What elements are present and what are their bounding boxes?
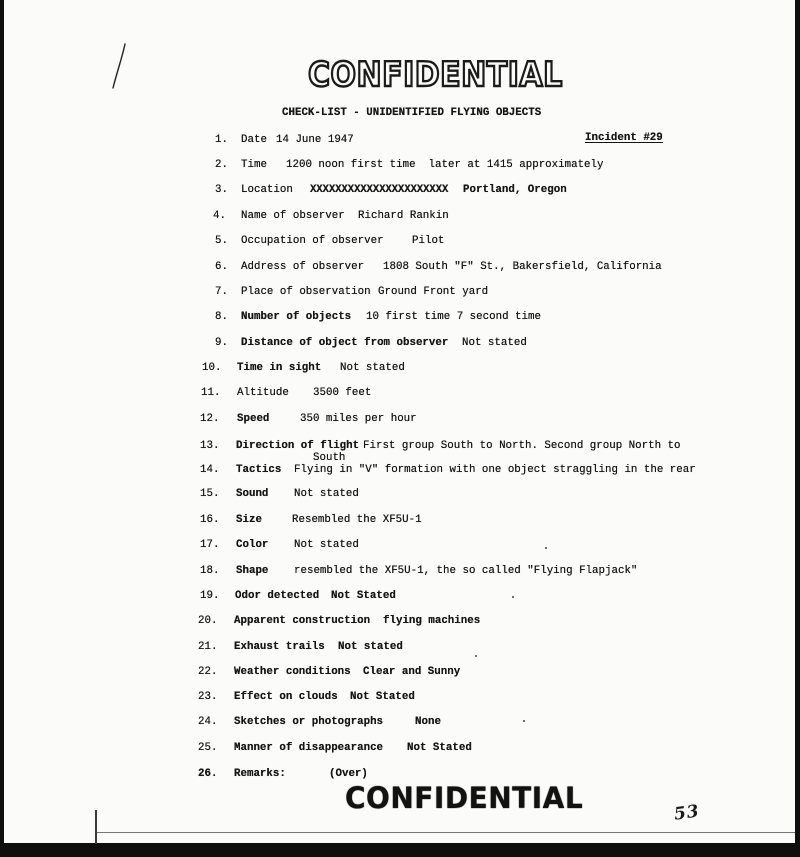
- checklist-item: [0, 311, 800, 324]
- page-edge-horizontal-line: [97, 832, 795, 833]
- item-number: 25.: [198, 742, 218, 754]
- item-value: Not Stated: [407, 742, 472, 754]
- checklist-item: [0, 565, 800, 578]
- item-number: 11.: [201, 387, 221, 399]
- checklist-item: [0, 590, 800, 603]
- item-label: Time: [241, 159, 267, 171]
- checklist-item: [0, 387, 800, 400]
- item-value: (Over): [329, 768, 368, 780]
- document-title: CHECK-LIST - UNIDENTIFIED FLYING OBJECTS: [282, 107, 542, 119]
- checklist-item: [0, 488, 800, 501]
- scan-speck: [475, 655, 477, 657]
- checklist-item: [0, 539, 800, 552]
- item-number: 12.: [200, 413, 220, 425]
- item-label: Name of observer: [241, 210, 345, 222]
- checklist-item: [0, 413, 800, 426]
- item-number: 16.: [200, 514, 220, 526]
- checklist-item-continuation: [0, 452, 800, 463]
- item-number: 17.: [200, 539, 220, 551]
- confidential-stamp-bottom: CONFIDENTIAL: [345, 780, 584, 816]
- item-value: Not stated: [294, 488, 359, 500]
- checklist-item: [0, 666, 800, 679]
- item-label: Exhaust trails: [234, 641, 325, 653]
- item-label: Remarks:: [234, 768, 286, 780]
- checklist-item: [0, 615, 800, 628]
- item-label: Distance of object from observer: [241, 337, 449, 349]
- item-value: 10 first time 7 second time: [366, 311, 541, 323]
- item-label: Effect on clouds: [234, 691, 338, 703]
- item-label: Shape: [236, 565, 269, 577]
- item-value: Resembled the XF5U-1: [292, 514, 422, 526]
- checklist-item: [0, 184, 800, 197]
- item-number: 9.: [215, 337, 228, 349]
- checklist-item: [0, 286, 800, 299]
- item-number: 18.: [200, 565, 220, 577]
- checklist-item: [0, 716, 800, 729]
- item-value: Not stated: [294, 539, 359, 551]
- item-value: resembled the XF5U-1, the so called "Flying Flapjack": [294, 565, 638, 577]
- item-value: 1200 noon first time later at 1415 approximately: [286, 159, 604, 171]
- item-value: Clear and Sunny: [363, 666, 461, 678]
- checklist-item: [0, 464, 800, 477]
- item-number: 23.: [198, 691, 218, 703]
- page-edge-vertical-line: [95, 810, 97, 844]
- item-label: Speed: [237, 413, 270, 425]
- item-value: Richard Rankin: [358, 210, 449, 222]
- item-number: 5.: [215, 235, 228, 247]
- handwritten-page-number: 53: [672, 801, 701, 825]
- item-number: 8.: [215, 311, 228, 323]
- checklist-item: [0, 210, 800, 223]
- item-label: Sketches or photographs: [234, 716, 384, 728]
- item-label: Location: [241, 184, 293, 196]
- item-label: Date: [241, 134, 267, 146]
- item-value: Not stated: [338, 641, 403, 653]
- checklist-item: [0, 691, 800, 704]
- incident-number: Incident #29: [585, 132, 663, 144]
- item-label: Number of objects: [241, 311, 352, 323]
- item-value: None: [415, 716, 441, 728]
- checklist-item: [0, 261, 800, 274]
- checklist-item: [0, 742, 800, 755]
- item-number: 14.: [200, 464, 220, 476]
- checklist-item: [0, 514, 800, 527]
- checklist-item: [0, 768, 800, 781]
- checklist-item: [0, 134, 800, 147]
- item-value: 1808 South "F" St., Bakersfield, California: [383, 261, 662, 273]
- item-value: 350 miles per hour: [300, 413, 417, 425]
- item-label: Odor detected: [235, 590, 320, 602]
- item-value: 3500 feet: [313, 387, 372, 399]
- confidential-stamp-top: CONFIDENTIAL: [308, 55, 563, 95]
- item-number: 2.: [215, 159, 228, 171]
- item-number: 26.: [198, 768, 218, 780]
- item-number: 13.: [200, 440, 220, 452]
- item-label: Sound: [236, 488, 269, 500]
- item-number: 19.: [200, 590, 220, 602]
- item-label: Address of observer: [241, 261, 365, 273]
- item-number: 7.: [215, 286, 228, 298]
- checklist-item: [0, 641, 800, 654]
- item-value: Not Stated: [350, 691, 415, 703]
- item-label: Direction of flight: [236, 440, 360, 452]
- scan-border-bottom: [0, 843, 800, 857]
- item-label: Place of observation: [241, 286, 371, 298]
- item-number: 24.: [198, 716, 218, 728]
- item-number: 21.: [198, 641, 218, 653]
- handwritten-slash-mark: [105, 40, 135, 92]
- item-value: Not stated: [340, 362, 405, 374]
- item-value-continuation: South: [313, 452, 346, 464]
- redacted-text: XXXXXXXXXXXXXXXXXXXXXX: [310, 184, 449, 196]
- item-value: Pilot: [412, 235, 445, 247]
- item-label: Weather conditions: [234, 666, 351, 678]
- checklist-item: [0, 362, 800, 375]
- item-label: Altitude: [237, 387, 289, 399]
- item-number: 4.: [213, 210, 226, 222]
- item-number: 20.: [198, 615, 218, 627]
- item-label: Size: [236, 514, 262, 526]
- item-value: First group South to North. Second group North to: [363, 440, 681, 452]
- item-number: 1.: [215, 134, 228, 146]
- checklist-item: [0, 337, 800, 350]
- item-label: Tactics: [236, 464, 282, 476]
- item-label: Color: [236, 539, 269, 551]
- item-value: Not stated: [462, 337, 527, 349]
- item-value: flying machines: [383, 615, 481, 627]
- checklist-item: [0, 159, 800, 172]
- item-value: Flying in "V" formation with one object straggling in the rear: [294, 464, 696, 476]
- item-label: Occupation of observer: [241, 235, 384, 247]
- item-number: 15.: [200, 488, 220, 500]
- item-number: 22.: [198, 666, 218, 678]
- item-label: Time in sight: [237, 362, 322, 374]
- item-number: 6.: [215, 261, 228, 273]
- item-value: Ground Front yard: [378, 286, 489, 298]
- checklist-item: [0, 235, 800, 248]
- item-label: Manner of disappearance: [234, 742, 384, 754]
- item-value: Portland, Oregon: [463, 184, 567, 196]
- item-value: Not Stated: [331, 590, 396, 602]
- item-number: 10.: [202, 362, 222, 374]
- item-label: Apparent construction: [234, 615, 371, 627]
- item-number: 3.: [215, 184, 228, 196]
- item-value: 14 June 1947: [276, 134, 354, 146]
